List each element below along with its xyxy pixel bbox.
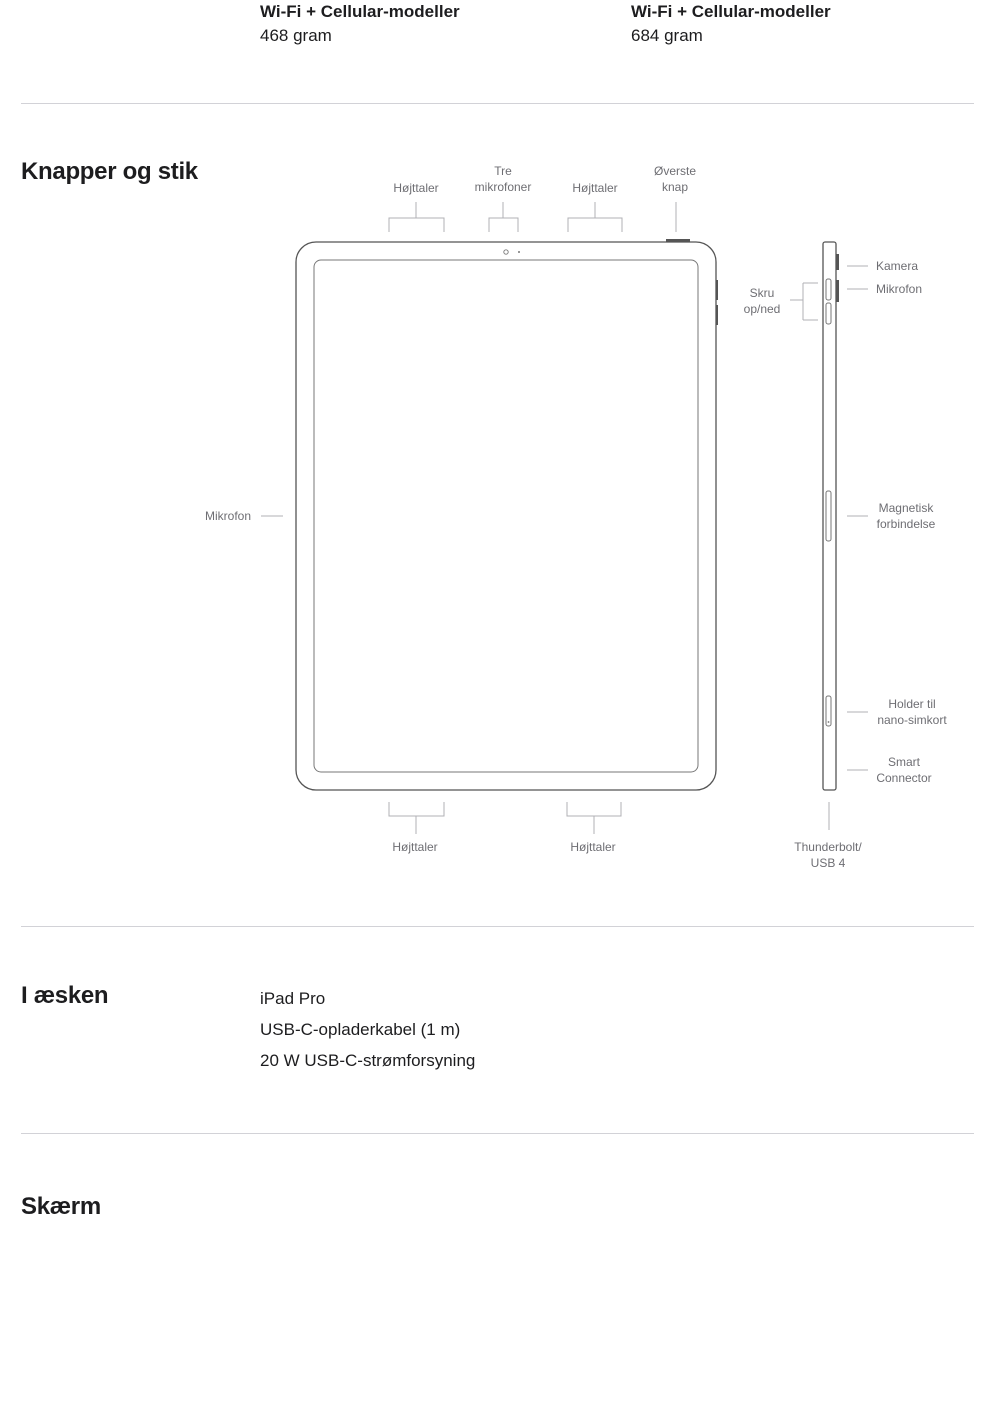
divider [21,926,974,927]
magnetic-connector [826,491,831,541]
label-three-mics [475,164,532,195]
label-thunderbolt-line1: Thunderbolt/ [794,840,862,854]
label-three-mics-line1: Tre [494,164,512,178]
section-title-buttons: Knapper og stik [21,158,198,185]
front-sensor-dot [518,251,520,253]
label-volume [744,286,781,317]
label-volume-line2: op/ned [743,301,781,316]
label-top-button-line2: knap [661,179,689,194]
label-magnetic-line1: Magnetisk [878,501,934,515]
label-mic-side: Mikrofon [876,282,923,296]
ipad-front-outline [296,242,716,790]
weight-value-2: 684 gram [631,26,703,45]
label-speaker-top-right: Højttaler [572,181,618,195]
label-smart-line1: Smart [887,755,920,769]
label-smart-line2: Connector [876,770,932,785]
weight-value-1: 468 gram [260,26,332,45]
section-title-display: Skærm [21,1193,101,1220]
label-top-button [654,164,696,195]
divider [21,1133,974,1134]
in-box-item: USB-C-opladerkabel (1 m) [260,1020,461,1039]
label-sim-line2: nano-simkort [877,712,947,727]
section-title-in-box: I æsken [21,982,109,1009]
ipad-screen [314,260,698,772]
label-volume-line1: Skru [749,286,775,300]
label-magnetic [877,501,936,532]
in-box-item: iPad Pro [260,989,326,1008]
label-speaker-bottom-right: Højttaler [570,840,616,854]
label-smart-connector [876,755,931,786]
front-camera-icon [504,250,508,254]
label-magnetic-line2: forbindelse [876,516,936,531]
label-speaker-bottom-left: Højttaler [392,840,438,854]
label-thunderbolt-line2: USB 4 [810,855,846,870]
top-button-mark [666,239,690,242]
label-sim-line1: Holder til [888,697,936,711]
in-box-item: 20 W USB-C-strømforsyning [260,1051,476,1070]
label-speaker-top-left: Højttaler [393,181,439,195]
label-sim [877,697,946,728]
label-thunderbolt [794,840,861,871]
label-camera: Kamera [876,259,919,273]
weight-title-2: Wi‑Fi + Cellular-modeller [631,2,831,21]
label-mic-left: Mikrofon [205,509,252,523]
label-three-mics-line2: mikrofoner [474,179,532,194]
weight-title-1: Wi‑Fi + Cellular-modeller [260,2,460,21]
label-top-button-line1: Øverste [653,164,697,178]
